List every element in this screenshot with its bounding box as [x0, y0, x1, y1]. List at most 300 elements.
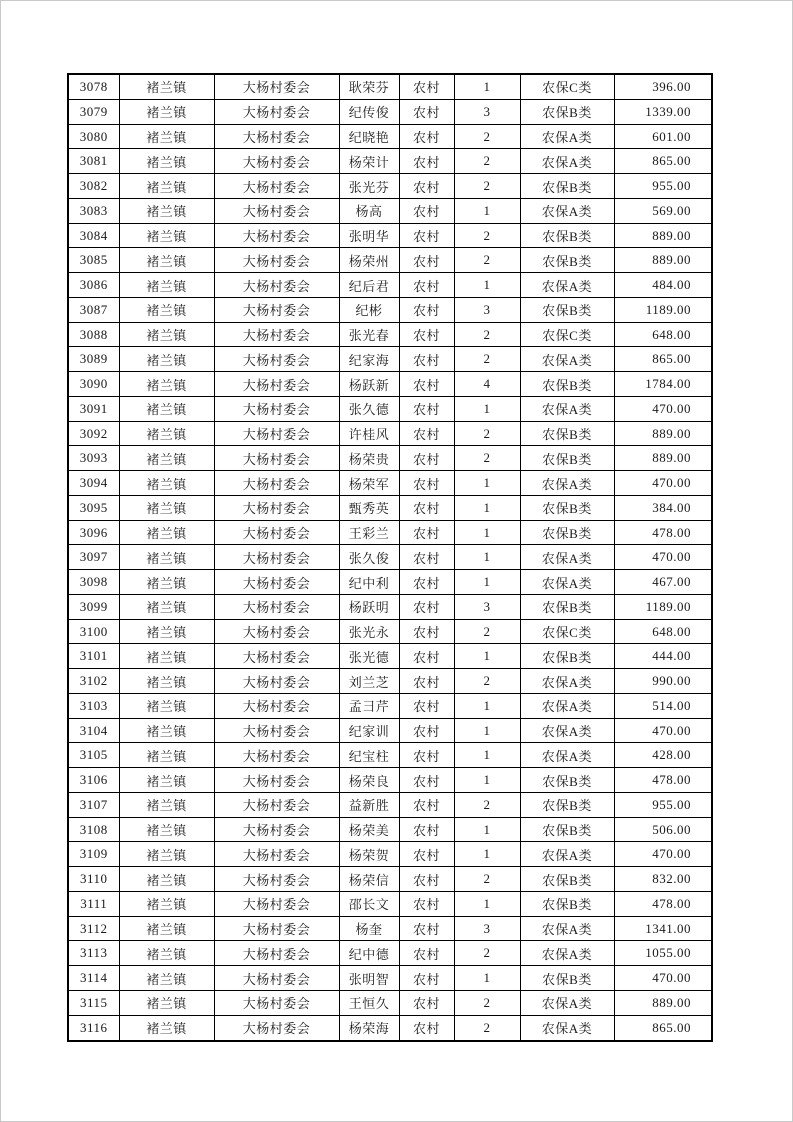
cell-person-count: 3 — [454, 916, 520, 941]
table-body — [68, 74, 712, 1041]
cell-amount: 1341.00 — [614, 916, 712, 941]
cell-person-name: 王恒久 — [339, 990, 399, 1015]
cell-serial-number: 3104 — [68, 718, 119, 743]
cell-serial-number: 3100 — [68, 619, 119, 644]
cell-insurance-category: 农保A类 — [520, 1015, 614, 1041]
cell-person-name: 张光德 — [339, 644, 399, 669]
beneficiary-table — [67, 73, 713, 1042]
cell-amount: 514.00 — [614, 693, 712, 718]
cell-village-committee: 大杨村委会 — [214, 966, 339, 991]
cell-town: 褚兰镇 — [119, 594, 214, 619]
table-row — [68, 99, 712, 124]
cell-amount: 889.00 — [614, 248, 712, 273]
cell-serial-number: 3080 — [68, 124, 119, 149]
cell-person-count: 1 — [454, 743, 520, 768]
cell-village-committee: 大杨村委会 — [214, 174, 339, 199]
cell-serial-number: 3088 — [68, 322, 119, 347]
cell-amount: 955.00 — [614, 792, 712, 817]
cell-town: 褚兰镇 — [119, 768, 214, 793]
cell-village-committee: 大杨村委会 — [214, 446, 339, 471]
cell-area-type: 农村 — [399, 842, 454, 867]
cell-town: 褚兰镇 — [119, 74, 214, 99]
cell-insurance-category: 农保A类 — [520, 990, 614, 1015]
table-row — [68, 297, 712, 322]
cell-town: 褚兰镇 — [119, 817, 214, 842]
cell-insurance-category: 农保A类 — [520, 693, 614, 718]
cell-area-type: 农村 — [399, 198, 454, 223]
cell-amount: 865.00 — [614, 347, 712, 372]
cell-serial-number: 3114 — [68, 966, 119, 991]
cell-insurance-category: 农保B类 — [520, 421, 614, 446]
cell-amount: 865.00 — [614, 1015, 712, 1041]
cell-town: 褚兰镇 — [119, 322, 214, 347]
cell-village-committee: 大杨村委会 — [214, 322, 339, 347]
cell-village-committee: 大杨村委会 — [214, 619, 339, 644]
cell-serial-number: 3087 — [68, 297, 119, 322]
cell-serial-number: 3105 — [68, 743, 119, 768]
cell-person-count: 1 — [454, 198, 520, 223]
cell-town: 褚兰镇 — [119, 372, 214, 397]
cell-person-count: 1 — [454, 545, 520, 570]
cell-serial-number: 3113 — [68, 941, 119, 966]
cell-village-committee: 大杨村委会 — [214, 718, 339, 743]
cell-town: 褚兰镇 — [119, 421, 214, 446]
cell-town: 褚兰镇 — [119, 471, 214, 496]
cell-village-committee: 大杨村委会 — [214, 842, 339, 867]
cell-amount: 470.00 — [614, 545, 712, 570]
cell-village-committee: 大杨村委会 — [214, 149, 339, 174]
cell-insurance-category: 农保A类 — [520, 396, 614, 421]
cell-insurance-category: 农保B类 — [520, 372, 614, 397]
cell-person-name: 杨跃新 — [339, 372, 399, 397]
cell-serial-number: 3082 — [68, 174, 119, 199]
cell-area-type: 农村 — [399, 1015, 454, 1041]
cell-person-name: 杨荣军 — [339, 471, 399, 496]
cell-insurance-category: 农保B类 — [520, 817, 614, 842]
cell-amount: 601.00 — [614, 124, 712, 149]
cell-person-name: 杨荣贺 — [339, 842, 399, 867]
cell-area-type: 农村 — [399, 273, 454, 298]
cell-town: 褚兰镇 — [119, 446, 214, 471]
cell-serial-number: 3115 — [68, 990, 119, 1015]
cell-insurance-category: 农保B类 — [520, 174, 614, 199]
cell-area-type: 农村 — [399, 223, 454, 248]
cell-person-count: 3 — [454, 594, 520, 619]
cell-village-committee: 大杨村委会 — [214, 669, 339, 694]
cell-amount: 484.00 — [614, 273, 712, 298]
cell-village-committee: 大杨村委会 — [214, 223, 339, 248]
table-row — [68, 718, 712, 743]
cell-amount: 470.00 — [614, 396, 712, 421]
cell-village-committee: 大杨村委会 — [214, 520, 339, 545]
cell-serial-number: 3099 — [68, 594, 119, 619]
table-row — [68, 74, 712, 99]
cell-person-name: 王彩兰 — [339, 520, 399, 545]
cell-area-type: 农村 — [399, 669, 454, 694]
cell-village-committee: 大杨村委会 — [214, 792, 339, 817]
cell-village-committee: 大杨村委会 — [214, 941, 339, 966]
cell-town: 褚兰镇 — [119, 966, 214, 991]
cell-person-count: 1 — [454, 570, 520, 595]
cell-insurance-category: 农保C类 — [520, 619, 614, 644]
cell-serial-number: 3109 — [68, 842, 119, 867]
cell-area-type: 农村 — [399, 718, 454, 743]
cell-serial-number: 3101 — [68, 644, 119, 669]
cell-person-name: 纪晓艳 — [339, 124, 399, 149]
cell-area-type: 农村 — [399, 891, 454, 916]
table-row — [68, 149, 712, 174]
cell-town: 褚兰镇 — [119, 718, 214, 743]
table-row — [68, 446, 712, 471]
cell-village-committee: 大杨村委会 — [214, 768, 339, 793]
cell-area-type: 农村 — [399, 817, 454, 842]
cell-person-count: 2 — [454, 941, 520, 966]
cell-insurance-category: 农保C类 — [520, 322, 614, 347]
cell-insurance-category: 农保A类 — [520, 471, 614, 496]
cell-village-committee: 大杨村委会 — [214, 396, 339, 421]
cell-insurance-category: 农保A类 — [520, 124, 614, 149]
cell-serial-number: 3106 — [68, 768, 119, 793]
cell-village-committee: 大杨村委会 — [214, 545, 339, 570]
cell-serial-number: 3092 — [68, 421, 119, 446]
cell-person-name: 张久德 — [339, 396, 399, 421]
cell-insurance-category: 农保B类 — [520, 446, 614, 471]
table-row — [68, 495, 712, 520]
cell-person-count: 3 — [454, 99, 520, 124]
cell-person-name: 纪后君 — [339, 273, 399, 298]
cell-village-committee: 大杨村委会 — [214, 594, 339, 619]
cell-area-type: 农村 — [399, 966, 454, 991]
cell-serial-number: 3089 — [68, 347, 119, 372]
cell-insurance-category: 农保B类 — [520, 891, 614, 916]
cell-area-type: 农村 — [399, 124, 454, 149]
cell-area-type: 农村 — [399, 520, 454, 545]
cell-amount: 889.00 — [614, 223, 712, 248]
cell-amount: 384.00 — [614, 495, 712, 520]
table-row — [68, 248, 712, 273]
cell-serial-number: 3116 — [68, 1015, 119, 1041]
cell-town: 褚兰镇 — [119, 619, 214, 644]
cell-village-committee: 大杨村委会 — [214, 297, 339, 322]
cell-amount: 1055.00 — [614, 941, 712, 966]
cell-person-name: 杨荣美 — [339, 817, 399, 842]
cell-village-committee: 大杨村委会 — [214, 74, 339, 99]
cell-village-committee: 大杨村委会 — [214, 1015, 339, 1041]
cell-serial-number: 3091 — [68, 396, 119, 421]
cell-amount: 467.00 — [614, 570, 712, 595]
cell-town: 褚兰镇 — [119, 792, 214, 817]
cell-person-count: 2 — [454, 867, 520, 892]
table-row — [68, 891, 712, 916]
cell-serial-number: 3111 — [68, 891, 119, 916]
cell-amount: 1339.00 — [614, 99, 712, 124]
cell-amount: 865.00 — [614, 149, 712, 174]
cell-insurance-category: 农保A类 — [520, 941, 614, 966]
cell-person-name: 杨跃明 — [339, 594, 399, 619]
cell-amount: 990.00 — [614, 669, 712, 694]
cell-insurance-category: 农保B类 — [520, 520, 614, 545]
cell-town: 褚兰镇 — [119, 297, 214, 322]
cell-person-name: 张明智 — [339, 966, 399, 991]
cell-serial-number: 3083 — [68, 198, 119, 223]
cell-person-count: 1 — [454, 520, 520, 545]
cell-person-name: 纪中德 — [339, 941, 399, 966]
cell-serial-number: 3094 — [68, 471, 119, 496]
table-row — [68, 273, 712, 298]
cell-serial-number: 3102 — [68, 669, 119, 694]
cell-area-type: 农村 — [399, 743, 454, 768]
cell-person-name: 杨荣良 — [339, 768, 399, 793]
cell-insurance-category: 农保B类 — [520, 99, 614, 124]
cell-person-name: 张光春 — [339, 322, 399, 347]
cell-person-name: 益新胜 — [339, 792, 399, 817]
cell-insurance-category: 农保A类 — [520, 273, 614, 298]
cell-area-type: 农村 — [399, 99, 454, 124]
cell-person-count: 1 — [454, 471, 520, 496]
cell-village-committee: 大杨村委会 — [214, 867, 339, 892]
cell-insurance-category: 农保B类 — [520, 594, 614, 619]
cell-town: 褚兰镇 — [119, 743, 214, 768]
cell-area-type: 农村 — [399, 916, 454, 941]
cell-person-count: 2 — [454, 421, 520, 446]
cell-town: 褚兰镇 — [119, 842, 214, 867]
cell-village-committee: 大杨村委会 — [214, 916, 339, 941]
cell-area-type: 农村 — [399, 619, 454, 644]
cell-person-count: 1 — [454, 74, 520, 99]
table-row — [68, 792, 712, 817]
cell-amount: 648.00 — [614, 619, 712, 644]
table-row — [68, 693, 712, 718]
cell-insurance-category: 农保A类 — [520, 347, 614, 372]
cell-person-name: 刘兰芝 — [339, 669, 399, 694]
cell-insurance-category: 农保A类 — [520, 198, 614, 223]
cell-area-type: 农村 — [399, 990, 454, 1015]
cell-amount: 470.00 — [614, 718, 712, 743]
table-row — [68, 322, 712, 347]
cell-serial-number: 3096 — [68, 520, 119, 545]
cell-person-name: 纪宝柱 — [339, 743, 399, 768]
cell-town: 褚兰镇 — [119, 174, 214, 199]
cell-person-name: 张久俊 — [339, 545, 399, 570]
cell-town: 褚兰镇 — [119, 644, 214, 669]
cell-person-count: 1 — [454, 495, 520, 520]
cell-area-type: 农村 — [399, 372, 454, 397]
table-row — [68, 817, 712, 842]
cell-serial-number: 3084 — [68, 223, 119, 248]
cell-insurance-category: 农保B类 — [520, 966, 614, 991]
table-row — [68, 966, 712, 991]
cell-serial-number: 3108 — [68, 817, 119, 842]
cell-area-type: 农村 — [399, 347, 454, 372]
cell-area-type: 农村 — [399, 495, 454, 520]
cell-area-type: 农村 — [399, 446, 454, 471]
cell-area-type: 农村 — [399, 322, 454, 347]
cell-person-name: 纪中利 — [339, 570, 399, 595]
cell-serial-number: 3093 — [68, 446, 119, 471]
cell-area-type: 农村 — [399, 570, 454, 595]
cell-person-count: 1 — [454, 693, 520, 718]
cell-amount: 1189.00 — [614, 297, 712, 322]
cell-area-type: 农村 — [399, 471, 454, 496]
cell-insurance-category: 农保B类 — [520, 495, 614, 520]
cell-town: 褚兰镇 — [119, 396, 214, 421]
cell-person-name: 杨高 — [339, 198, 399, 223]
cell-town: 褚兰镇 — [119, 891, 214, 916]
cell-serial-number: 3107 — [68, 792, 119, 817]
cell-person-name: 杨奎 — [339, 916, 399, 941]
cell-amount: 1189.00 — [614, 594, 712, 619]
table-row — [68, 198, 712, 223]
cell-village-committee: 大杨村委会 — [214, 124, 339, 149]
table-row — [68, 223, 712, 248]
cell-person-count: 2 — [454, 124, 520, 149]
table-row — [68, 669, 712, 694]
cell-amount: 478.00 — [614, 891, 712, 916]
cell-serial-number: 3110 — [68, 867, 119, 892]
cell-person-count: 1 — [454, 891, 520, 916]
cell-town: 褚兰镇 — [119, 545, 214, 570]
cell-serial-number: 3103 — [68, 693, 119, 718]
cell-village-committee: 大杨村委会 — [214, 421, 339, 446]
cell-area-type: 农村 — [399, 396, 454, 421]
cell-person-name: 张明华 — [339, 223, 399, 248]
cell-town: 褚兰镇 — [119, 347, 214, 372]
cell-serial-number: 3085 — [68, 248, 119, 273]
cell-serial-number: 3079 — [68, 99, 119, 124]
cell-serial-number: 3095 — [68, 495, 119, 520]
cell-amount: 889.00 — [614, 421, 712, 446]
cell-village-committee: 大杨村委会 — [214, 891, 339, 916]
cell-insurance-category: 农保B类 — [520, 792, 614, 817]
cell-town: 褚兰镇 — [119, 149, 214, 174]
cell-town: 褚兰镇 — [119, 495, 214, 520]
table-row — [68, 570, 712, 595]
table-row — [68, 644, 712, 669]
cell-person-count: 1 — [454, 718, 520, 743]
cell-amount: 478.00 — [614, 520, 712, 545]
cell-village-committee: 大杨村委会 — [214, 693, 339, 718]
cell-village-committee: 大杨村委会 — [214, 347, 339, 372]
cell-person-count: 1 — [454, 817, 520, 842]
table-row — [68, 124, 712, 149]
cell-town: 褚兰镇 — [119, 248, 214, 273]
cell-person-name: 耿荣芬 — [339, 74, 399, 99]
cell-person-count: 1 — [454, 396, 520, 421]
cell-town: 褚兰镇 — [119, 99, 214, 124]
cell-town: 褚兰镇 — [119, 124, 214, 149]
cell-area-type: 农村 — [399, 248, 454, 273]
cell-amount: 832.00 — [614, 867, 712, 892]
cell-serial-number: 3081 — [68, 149, 119, 174]
cell-person-name: 张光永 — [339, 619, 399, 644]
cell-person-name: 甄秀英 — [339, 495, 399, 520]
cell-person-count: 2 — [454, 347, 520, 372]
table-row — [68, 768, 712, 793]
cell-village-committee: 大杨村委会 — [214, 198, 339, 223]
cell-serial-number: 3112 — [68, 916, 119, 941]
cell-village-committee: 大杨村委会 — [214, 495, 339, 520]
cell-village-committee: 大杨村委会 — [214, 644, 339, 669]
cell-person-count: 2 — [454, 669, 520, 694]
cell-serial-number: 3078 — [68, 74, 119, 99]
cell-town: 褚兰镇 — [119, 916, 214, 941]
cell-amount: 428.00 — [614, 743, 712, 768]
cell-village-committee: 大杨村委会 — [214, 990, 339, 1015]
cell-amount: 889.00 — [614, 990, 712, 1015]
cell-insurance-category: 农保A类 — [520, 718, 614, 743]
cell-insurance-category: 农保B类 — [520, 297, 614, 322]
table-row — [68, 174, 712, 199]
cell-serial-number: 3098 — [68, 570, 119, 595]
cell-insurance-category: 农保A类 — [520, 842, 614, 867]
cell-person-count: 2 — [454, 322, 520, 347]
cell-person-name: 邵长文 — [339, 891, 399, 916]
table-row — [68, 347, 712, 372]
cell-area-type: 农村 — [399, 768, 454, 793]
table-row — [68, 372, 712, 397]
cell-village-committee: 大杨村委会 — [214, 817, 339, 842]
cell-amount: 470.00 — [614, 471, 712, 496]
cell-insurance-category: 农保B类 — [520, 223, 614, 248]
table-row — [68, 941, 712, 966]
cell-person-count: 2 — [454, 619, 520, 644]
cell-person-count: 2 — [454, 1015, 520, 1041]
table-row — [68, 396, 712, 421]
cell-insurance-category: 农保B类 — [520, 768, 614, 793]
cell-village-committee: 大杨村委会 — [214, 372, 339, 397]
cell-village-committee: 大杨村委会 — [214, 248, 339, 273]
cell-person-count: 2 — [454, 248, 520, 273]
table-row — [68, 916, 712, 941]
table-row — [68, 842, 712, 867]
cell-town: 褚兰镇 — [119, 223, 214, 248]
cell-insurance-category: 农保B类 — [520, 644, 614, 669]
cell-amount: 569.00 — [614, 198, 712, 223]
cell-insurance-category: 农保B类 — [520, 867, 614, 892]
cell-area-type: 农村 — [399, 421, 454, 446]
cell-person-name: 许桂风 — [339, 421, 399, 446]
cell-person-count: 2 — [454, 792, 520, 817]
cell-amount: 648.00 — [614, 322, 712, 347]
cell-person-name: 杨荣计 — [339, 149, 399, 174]
cell-area-type: 农村 — [399, 297, 454, 322]
table-row — [68, 867, 712, 892]
cell-person-count: 1 — [454, 842, 520, 867]
table-row — [68, 545, 712, 570]
cell-area-type: 农村 — [399, 149, 454, 174]
cell-amount: 889.00 — [614, 446, 712, 471]
table-row — [68, 471, 712, 496]
cell-town: 褚兰镇 — [119, 693, 214, 718]
cell-person-name: 杨荣贵 — [339, 446, 399, 471]
cell-insurance-category: 农保A类 — [520, 669, 614, 694]
cell-person-name: 杨荣州 — [339, 248, 399, 273]
cell-town: 褚兰镇 — [119, 990, 214, 1015]
cell-person-count: 2 — [454, 149, 520, 174]
cell-person-count: 4 — [454, 372, 520, 397]
cell-person-name: 纪彬 — [339, 297, 399, 322]
cell-village-committee: 大杨村委会 — [214, 273, 339, 298]
cell-insurance-category: 农保B类 — [520, 248, 614, 273]
cell-amount: 1784.00 — [614, 372, 712, 397]
cell-area-type: 农村 — [399, 792, 454, 817]
cell-town: 褚兰镇 — [119, 1015, 214, 1041]
table-row — [68, 619, 712, 644]
cell-insurance-category: 农保A类 — [520, 149, 614, 174]
cell-person-count: 1 — [454, 768, 520, 793]
cell-area-type: 农村 — [399, 693, 454, 718]
cell-serial-number: 3086 — [68, 273, 119, 298]
